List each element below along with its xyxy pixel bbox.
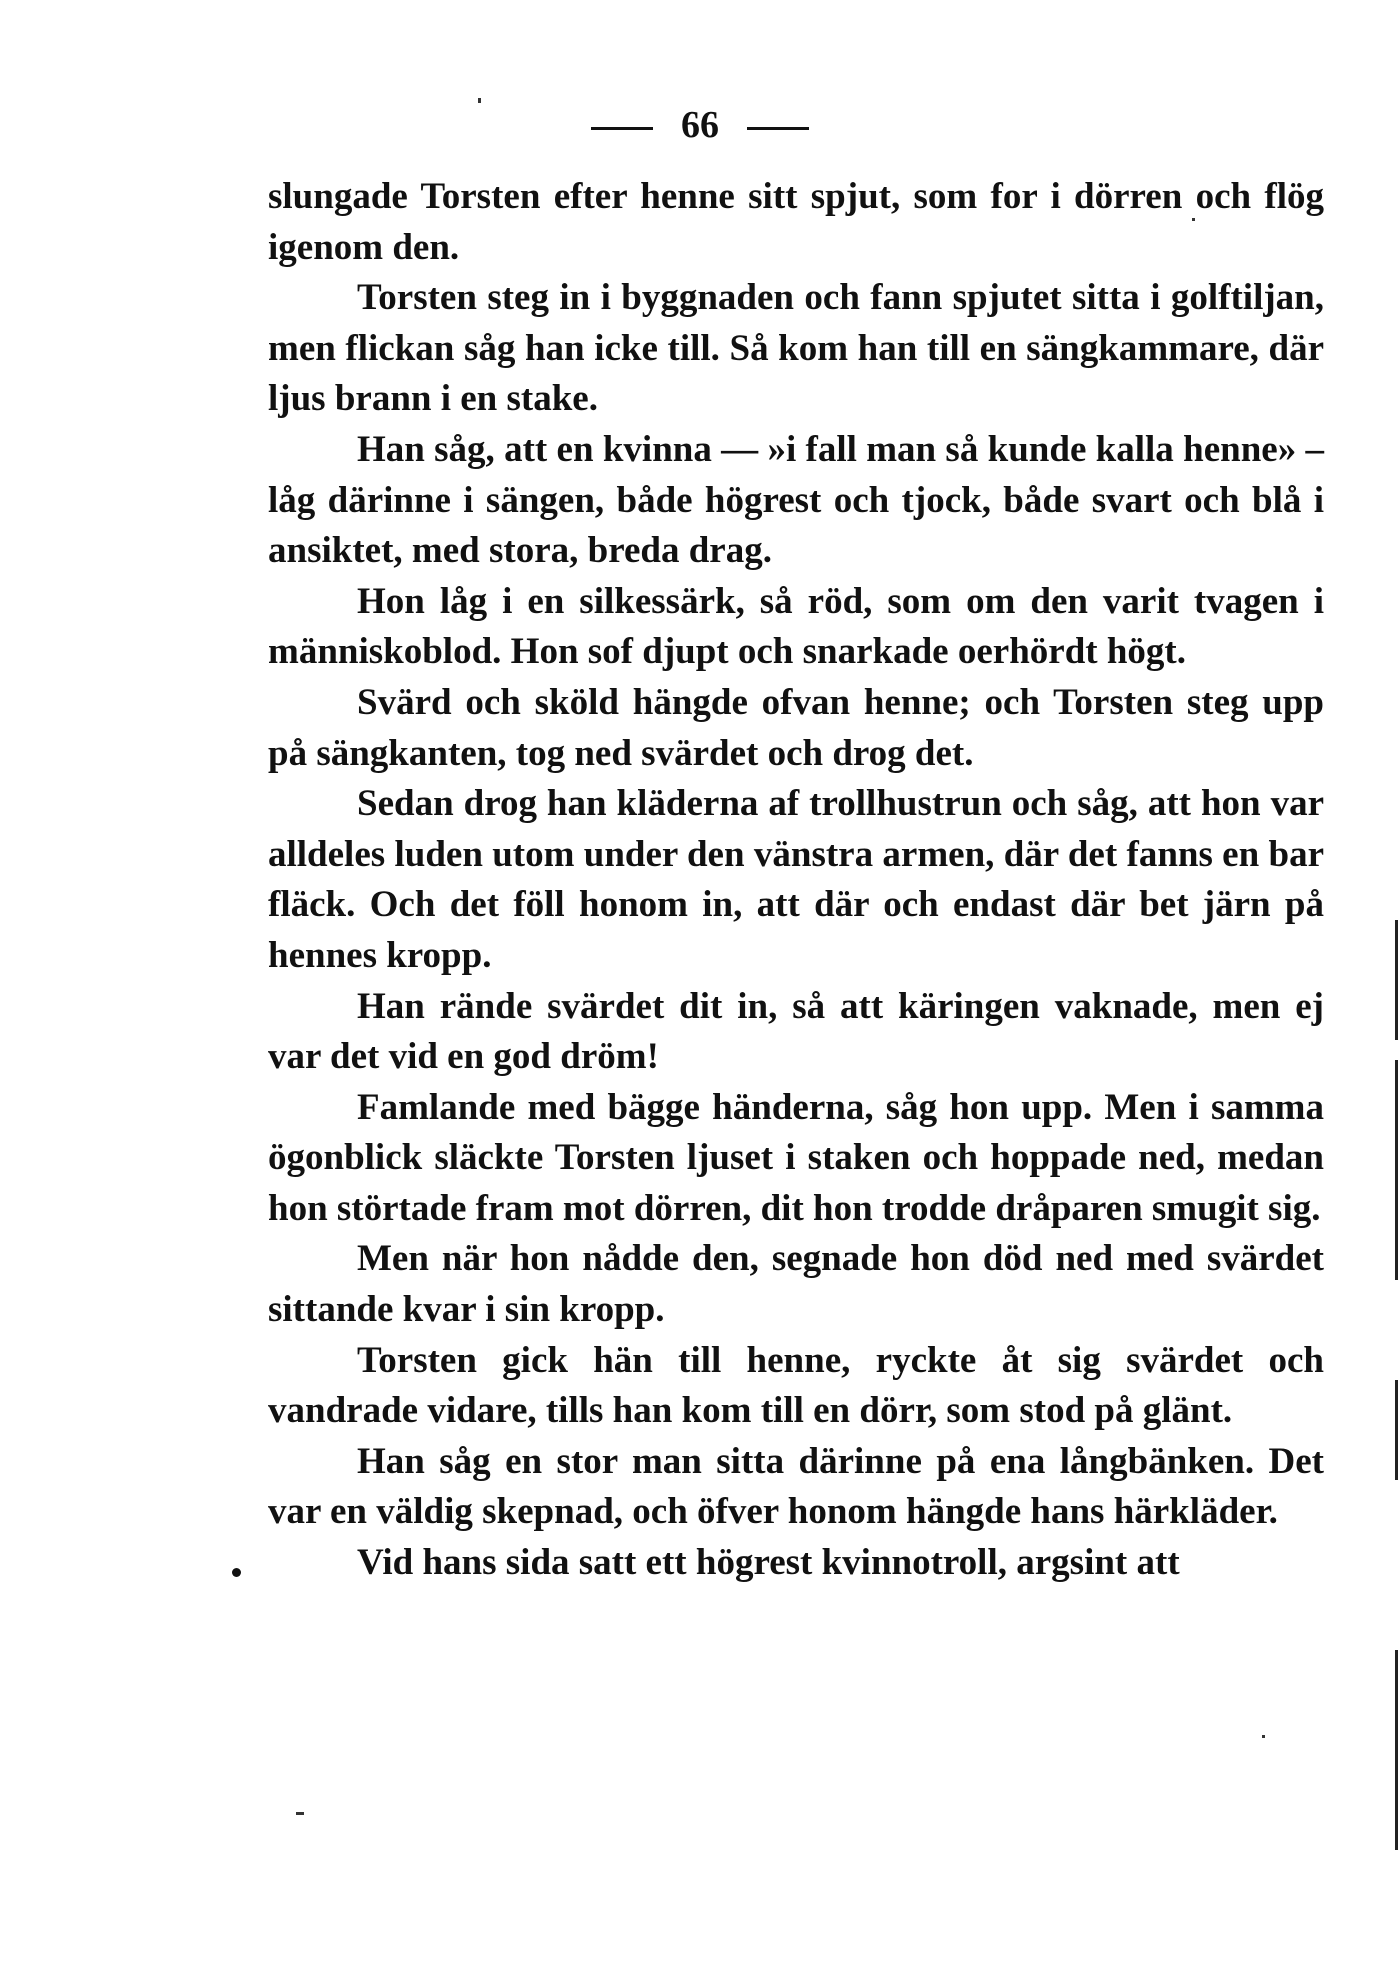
paragraph-7: Han rände svärdet dit in, så att käringen vaknade, men ej var det vid en god dröm! [268, 985, 1324, 1078]
paragraph-2: Torsten steg in i byggnaden och fann spjutet sitta i golftiljan, men flickan såg han icke till. Så kom han till en sängkammare, där ljus brann i en stake. [268, 277, 1324, 420]
scan-speck [1192, 218, 1195, 221]
paragraph-9: Men när hon nådde den, segnade hon död ned med svärdet sittande kvar i sin kropp. [268, 1238, 1324, 1331]
paragraph-8: Famlande med bägge händerna, såg hon upp. Men i samma ögonblick släckte Torsten ljuset i staken och hoppade ned, medan hon störtade fram mot dörren, dit hon trodde dråparen smugit sig. [268, 1086, 1324, 1229]
margin-bullet-mark [232, 1568, 241, 1577]
header-dash-left [591, 127, 653, 130]
paragraph-10: Torsten gick hän till henne, ryckte åt sig svärdet och vandrade vidare, tills han kom till en dörr, som stod på glänt. [268, 1339, 1324, 1432]
scan-edge-line [1395, 1650, 1398, 1850]
page-number: 66 [681, 104, 719, 146]
body-text [268, 172, 1324, 1589]
paragraph-3: Han såg, att en kvinna — »i fall man så kunde kalla henne» – låg därinne i sängen, både högrest och tjock, både svart och blå i ansiktet, med stora, breda drag. [268, 428, 1324, 572]
paragraph-5: Svärd och sköld hängde ofvan henne; och Torsten steg upp på sängkanten, tog ned svärdet och drog det. [268, 681, 1324, 774]
page-header [0, 100, 1400, 150]
header-dash-right [747, 127, 809, 130]
paragraph-6: Sedan drog han kläderna af trollhustrun och såg, att hon var alldeles luden utom under den vänstra armen, där det fanns en bar fläck. Och det föll honom in, att där och endast där bet järn på hennes kropp. [268, 783, 1324, 976]
paragraph-11: Han såg en stor man sitta därinne på ena långbänken. Det var en väldig skepnad, och öfver honom hängde hans härkläder. [268, 1440, 1324, 1533]
paragraph-12: Vid hans sida satt ett högrest kvinnotroll, argsint att [357, 1542, 1180, 1584]
scan-speck [1262, 1735, 1265, 1738]
scan-edge-line [1395, 920, 1398, 1040]
scan-edge-line [1395, 1060, 1398, 1280]
paragraph-1: slungade Torsten efter henne sitt spjut, som for i dörren och flög igenom den. [268, 176, 1324, 268]
scan-speck [296, 1812, 304, 1815]
scan-edge-line [1395, 1380, 1398, 1480]
scan-speck [478, 98, 481, 103]
paragraph-4: Hon låg i en silkessärk, så röd, som om den varit tvagen i människoblod. Hon sof djupt och snarkade oerhördt högt. [268, 580, 1324, 673]
